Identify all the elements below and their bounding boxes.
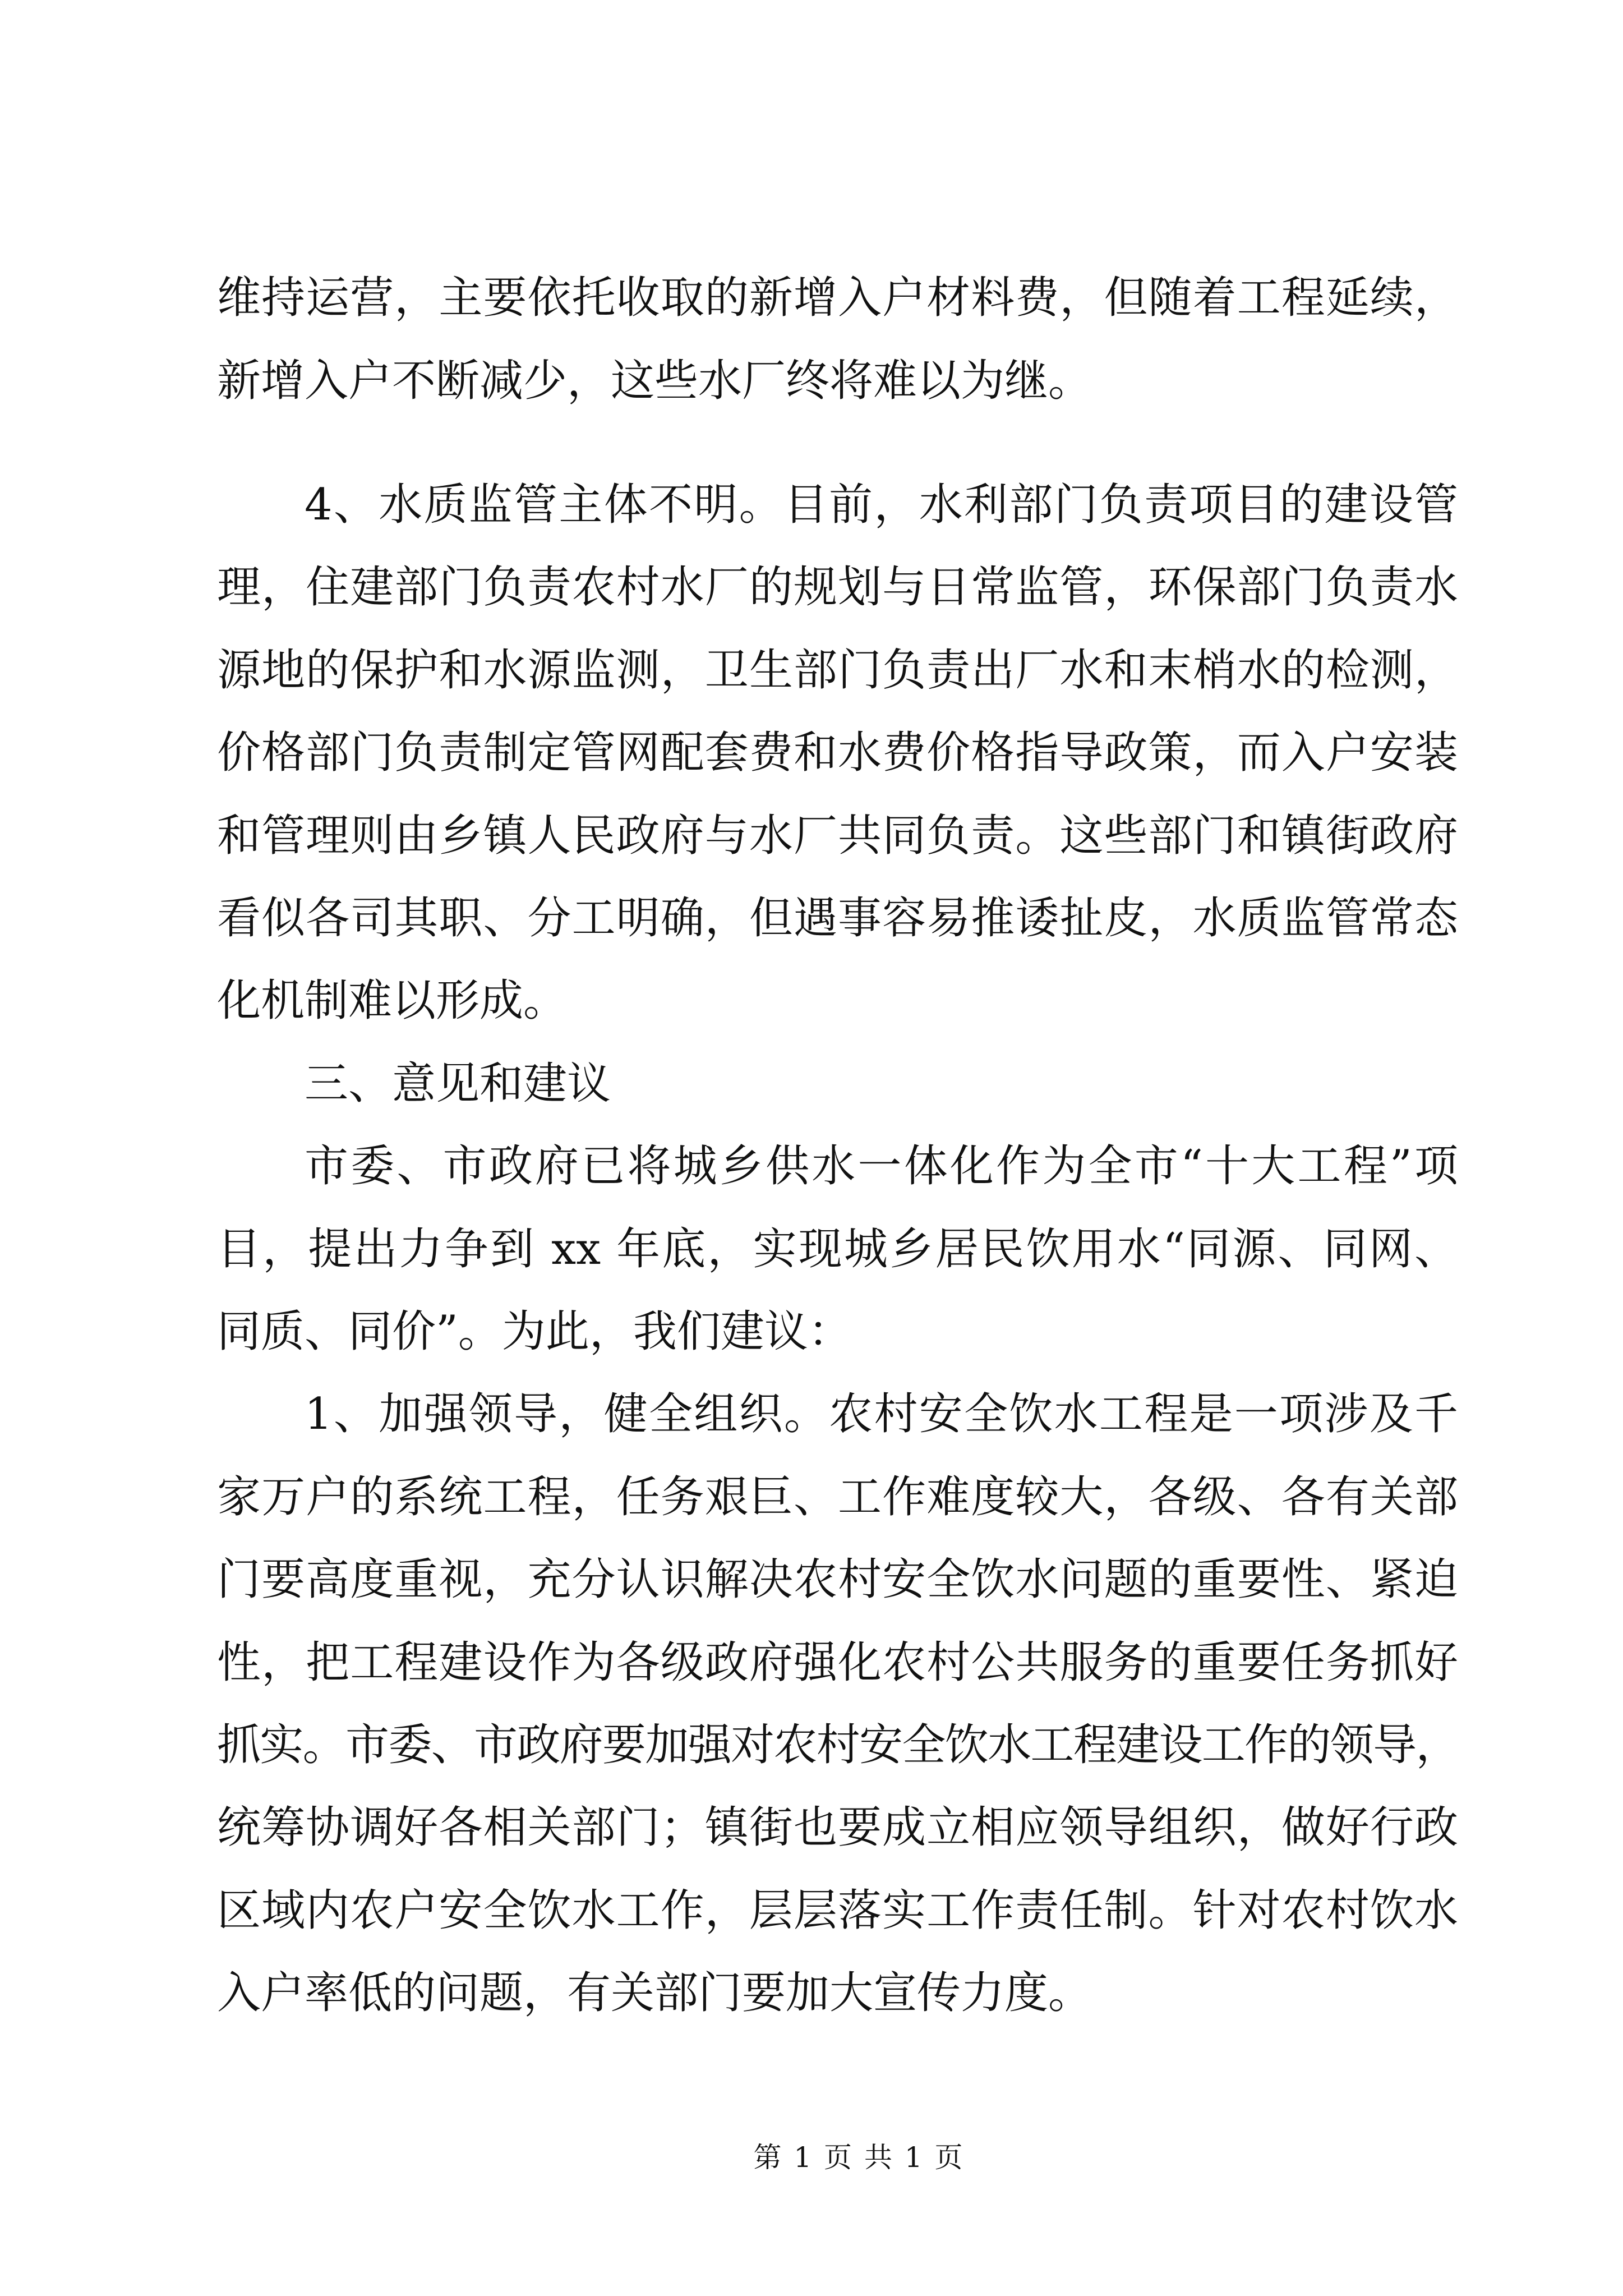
text-line: 4、水质监管主体不明。目前，水利部门负责项目的建设管 [305,480,1458,530]
text-line: 看似各司其职、分工明确，但遇事容易推诿扯皮，水质监管常态 [217,893,1458,944]
section-heading-text: 三、意见和建议 [305,1059,611,1109]
text-line: 价格部门负责制定管网配套费和水费价格指导政策，而入户安装 [217,728,1458,778]
text-line: 统筹协调好各相关部门；镇街也要成立相应领导组织，做好行政 [217,1802,1458,1853]
text-line: 新增入户不断减少，这些水厂终将难以为继。 [217,356,1092,406]
text-line: 目，提出力争到 xx 年底，实现城乡居民饮用水“同源、同网、 [217,1224,1458,1274]
page-number-label: 第 1 页 共 1 页 [753,2141,963,2174]
page-footer [746,2143,970,2172]
text-line: 化机制难以形成。 [217,976,568,1026]
text-line: 源地的保护和水源监测，卫生部门负责出厂水和末梢水的检测， [217,645,1458,696]
text-line: 1、加强领导，健全组织。农村安全饮水工程是一项涉及千 [305,1389,1458,1439]
text-line: 维持运营，主要依托收取的新增入户材料费，但随着工程延续， [217,273,1458,323]
text-line: 性，把工程建设作为各级政府强化农村公共服务的重要任务抓好 [217,1637,1458,1688]
text-line: 理，住建部门负责农村水厂的规划与日常监管，环保部门负责水 [217,562,1458,613]
text-line: 抓实。市委、市政府要加强对农村安全饮水工程建设工作的领导， [217,1720,1458,1770]
text-line: 入户率低的问题，有关部门要加大宣传力度。 [217,1968,1092,2018]
text-line: 区域内农户安全饮水工作，层层落实工作责任制。针对农村饮水 [217,1885,1458,1936]
text-line: 同质、同价”。为此，我们建议： [217,1306,852,1357]
text-line: 门要高度重视，充分认识解决农村安全饮水问题的重要性、紧迫 [217,1554,1458,1605]
text-line: 家万户的系统工程，任务艰巨、工作难度较大，各级、各有关部 [217,1472,1458,1522]
text-line: 市委、市政府已将城乡供水一体化作为全市“十大工程”项 [305,1141,1458,1191]
text-line: 和管理则由乡镇人民政府与水厂共同负责。这些部门和镇街政府 [217,811,1458,861]
